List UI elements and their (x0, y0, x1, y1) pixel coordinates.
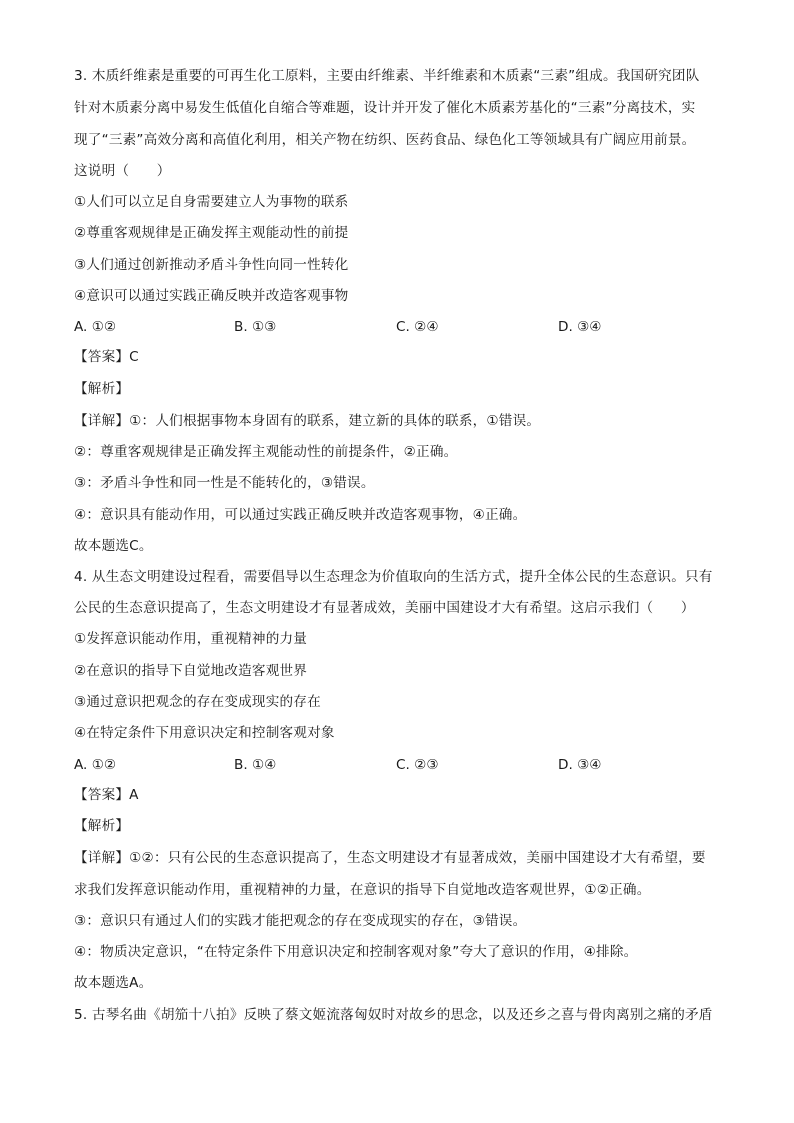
q4-analysis-label: 【解析】 (74, 818, 130, 834)
q3-analysis-label: 【解析】 (74, 381, 130, 397)
q3-option-c: C. ②④ (396, 319, 439, 335)
q3-item-4: ④意识可以通过实践正确反映并改造客观事物 (74, 288, 349, 304)
q4-item-1: ①发挥意识能动作用，重视精神的力量 (74, 631, 308, 647)
q5-stem-line-1: 5. 古琴名曲《胡笳十八拍》反映了蔡文姬流落匈奴时对故乡的思念，以及还乡之喜与骨肉离别之痛的矛盾 (74, 1007, 713, 1023)
q3-option-a: A. ①② (74, 319, 117, 335)
q3-stem-line-4: 这说明（ ） (74, 163, 171, 179)
q4-option-c: C. ②③ (396, 757, 439, 773)
q4-option-a: A. ①② (74, 757, 117, 773)
q4-detail-4: ④：物质决定意识，“在特定条件下用意识决定和控制客观对象”夸大了意识的作用，④排除。 (74, 944, 638, 960)
q3-stem-line-3: 现了“三素”高效分离和高值化利用，相关产物在纺织、医药食品、绿色化工等领域具有广阔应用前景。 (74, 132, 696, 148)
q4-conclusion: 故本题选A。 (74, 975, 153, 991)
q4-detail-1: 【详解】①②：只有公民的生态意识提高了，生态文明建设才有显著成效，美丽中国建设才大有希望，要 (74, 850, 706, 866)
q3-item-1: ①人们可以立足自身需要建立人为事物的联系 (74, 194, 349, 210)
q3-answer: 【答案】C (74, 349, 139, 365)
q3-detail-4: ④：意识具有能动作用，可以通过实践正确反映并改造客观事物，④正确。 (74, 507, 527, 523)
q3-stem-line-2: 针对木质素分离中易发生低值化自缩合等难题，设计并开发了催化木质素芳基化的“三素”分离技术，实 (74, 100, 696, 116)
q4-detail-3: ③：意识只有通过人们的实践才能把观念的存在变成现实的存在，③错误。 (74, 913, 527, 929)
q3-option-b: B. ①③ (234, 319, 277, 335)
q3-detail-3: ③：矛盾斗争性和同一性是不能转化的，③错误。 (74, 475, 375, 491)
q3-detail-2: ②：尊重客观规律是正确发挥主观能动性的前提条件，②正确。 (74, 444, 458, 460)
q4-stem-line-1: 4. 从生态文明建设过程看，需要倡导以生态理念为价值取向的生活方式，提升全体公民的生态意识。只有 (74, 569, 713, 585)
q4-item-2: ②在意识的指导下自觉地改造客观世界 (74, 663, 308, 679)
q3-stem-line-1: 3. 木质纤维素是重要的可再生化工原料，主要由纤维素、半纤维素和木质素“三素”组成。我国研究团队 (74, 68, 700, 84)
q3-item-3: ③人们通过创新推动矛盾斗争性向同一性转化 (74, 257, 349, 273)
q3-detail-1: 【详解】①：人们根据事物本身固有的联系，建立新的具体的联系，①错误。 (74, 413, 541, 429)
q4-answer: 【答案】A (74, 787, 139, 803)
q4-option-b: B. ①④ (234, 757, 277, 773)
q4-item-4: ④在特定条件下用意识决定和控制客观对象 (74, 725, 335, 741)
q3-option-d: D. ③④ (558, 319, 602, 335)
q3-item-2: ②尊重客观规律是正确发挥主观能动性的前提 (74, 225, 349, 241)
q3-conclusion: 故本题选C。 (74, 538, 153, 554)
q4-stem-line-2: 公民的生态意识提高了，生态文明建设才有显著成效，美丽中国建设才大有希望。这启示我们（ ） (74, 600, 695, 616)
q4-option-d: D. ③④ (558, 757, 602, 773)
q4-detail-2: 求我们发挥意识能动作用，重视精神的力量，在意识的指导下自觉地改造客观世界，①②正确。 (74, 882, 651, 898)
q4-item-3: ③通过意识把观念的存在变成现实的存在 (74, 694, 321, 710)
